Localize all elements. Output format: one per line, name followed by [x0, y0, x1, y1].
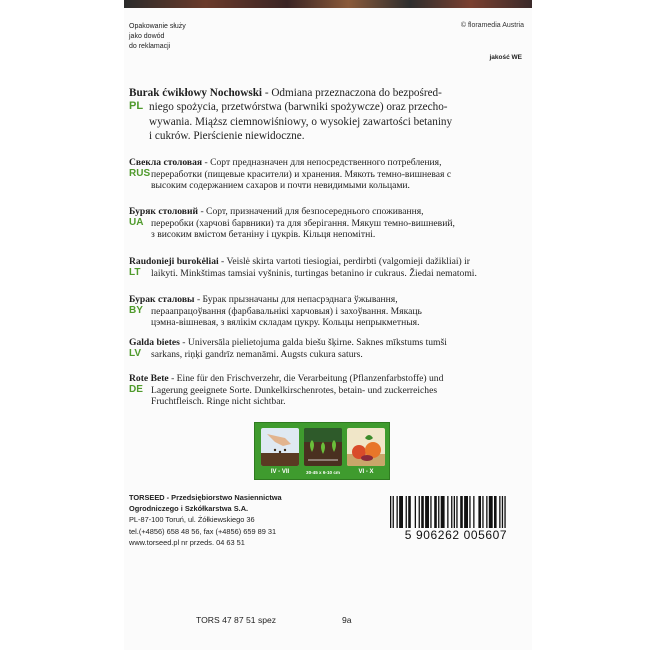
- variety-name-by: Бурак сталовы: [129, 294, 195, 305]
- language-code-lv: LV: [129, 348, 142, 359]
- product-code: TORS 47 87 51 spez: [196, 615, 277, 625]
- sowing-hand-icon: [261, 428, 299, 466]
- company-info: TORSEED - Przedsiębiorstwo Nasiennictwa Ogrodniczego i Szkółkarstwa S.A. PL-87-100 Toruń, ul. Żółkiewskiego 36 tel.(+4856) 658 48 56, fax (+4856) 659 89 31 www.torseed.pl nr przeds. 04 63 51: [129, 493, 282, 547]
- description-ua: UA Буряк столовий - Сорт, призначений для безпосереднього споживання, переробки (харчові барвники) та для зберігання. Мякуш темно-вишневий, з високим вмістом бетаніну і цукрів. Кільця непомітні.: [129, 206, 455, 241]
- sowing-calendar-panel: [254, 422, 390, 480]
- language-code-ua: UA: [129, 217, 144, 228]
- description-by: BY Бурак сталовы - Бурак прызначаны для непасрэднага ўжывання, пераапрацоўвання (фарбавальнікі харчовыя) і захоўвання. Мякаць цэмна-вішневая, з вялікім складам цукру. Кольцы непрыкметныя.: [129, 294, 422, 329]
- description-de: DE Rote Bete - Eine für den Frischverzehr, die Verarbeitung (Pflanzenfarbstoffe) und Lagerung geeignete Sorte. Dunkelkirschenrotes, betain- und zuckerreiches Fruchtfleisch. Ringe nicht sichtbar.: [129, 373, 444, 408]
- quality-mark: jakość WE: [489, 54, 522, 61]
- company-phone: tel.(+4856) 658 48 56, fax (+4856) 659 89 31: [129, 526, 277, 536]
- barcode-number: 5 906262 005607: [386, 528, 526, 542]
- plant-spacing: 30-45 x 6-10 cm: [306, 470, 340, 475]
- variety-name-lt: Raudonieji burokėliai: [129, 256, 219, 267]
- description-pl: PL Burak ćwikłowy Nochowski - Odmiana przeznaczona do bezpośred- niego spożycia, przetwórstwa (barwniki spożywcze) oraz przecho- wywania. Miąższ ciemnowiśniowy, o wysokiej zawartości betaniny i cukrów. Pierścienie niewidoczne.: [129, 87, 453, 143]
- variety-name-de: Rote Bete: [129, 373, 169, 384]
- photo-strip: [124, 0, 532, 8]
- company-address: PL-87-100 Toruń, ul. Żółkiewskiego 36: [129, 515, 255, 525]
- sowing-period: IV - VII: [270, 469, 290, 475]
- company-name: TORSEED - Przedsiębiorstwo Nasiennictwa: [129, 493, 282, 502]
- company-web: www.torseed.pl nr przeds. 04 63 51: [129, 537, 245, 547]
- harvest-period: VI - X: [358, 469, 374, 475]
- variety-name-lv: Galda bietes: [129, 337, 180, 348]
- copyright-text: © floramedia Austria: [460, 22, 524, 29]
- complaint-note: Opakowanie służy jako dowód do reklamacji: [129, 23, 186, 50]
- description-lt: LT Raudonieji burokėliai - Veislė skirta vartoti tiesiogiai, perdirbti (valgomieji dažikliai) ir laikyti. Minkštimas tamsiai vyšninis, turtingas betanino ir cukraus. Žiedai nematomi.: [129, 256, 477, 279]
- spacing-seedlings-icon: [304, 428, 342, 466]
- description-lv: LV Galda bietes - Universāla pielietojuma galda biešu šķirne. Saknes mīkstums tumši sarkans, riņķi gandrīz nemanāmi. Augsts cukura saturs.: [129, 337, 447, 360]
- variety-name-ru: Свекла столовая: [129, 157, 203, 168]
- language-code-pl: PL: [129, 100, 144, 112]
- language-code-lt: LT: [129, 267, 141, 278]
- description-ru: RUS Свекла столовая - Сорт предназначен для непосредственного потребления, переработки (пищевые красители) и хранения. Мякоть темно-вишневая с высоким содержанием сахаров и почти невидимыми кольцами.: [129, 157, 452, 192]
- harvest-vegetables-icon: [347, 428, 385, 466]
- variety-name-ua: Буряк столовий: [129, 206, 199, 217]
- variant-code: 9a: [342, 615, 352, 625]
- language-code-de: DE: [129, 384, 143, 395]
- language-code-by: BY: [129, 305, 143, 316]
- language-code-ru: RUS: [129, 168, 151, 179]
- variety-name-pl: Burak ćwikłowy Nochowski: [129, 87, 263, 99]
- seed-packet-back: [124, 0, 532, 650]
